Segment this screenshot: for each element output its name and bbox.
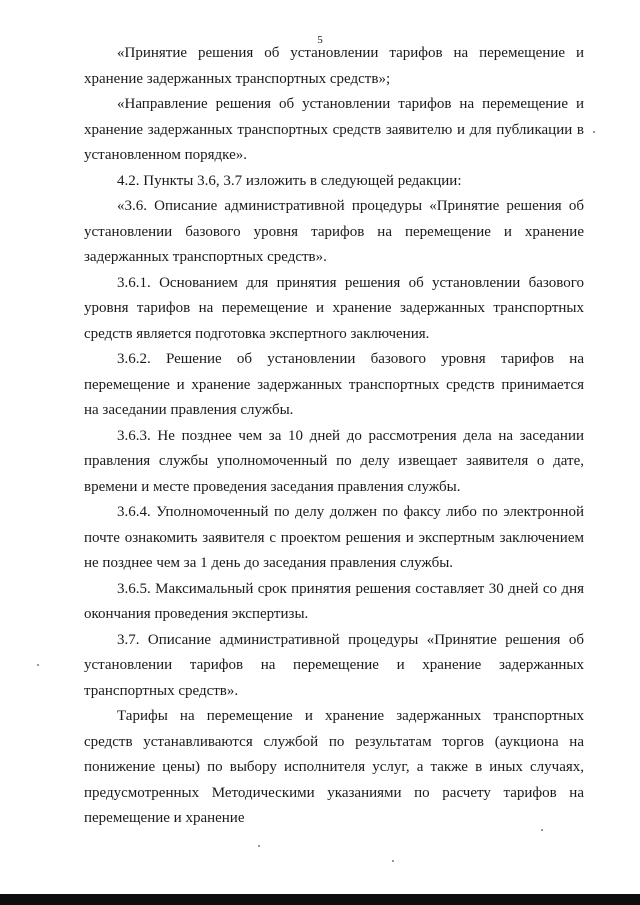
paragraph-3-6: «3.6. Описание административной процедуры «Принятие решения об установлении базового уровня тарифов на перемещение и хранение задержанных транспортных средств». — [84, 198, 584, 265]
paragraph-3-6-5: 3.6.5. Максимальный срок принятия решения составляет 30 дней со дня окончания проведения экспертизы. — [84, 580, 584, 622]
paragraph-3-6-4: 3.6.4. Уполномоченный по делу должен по факсу либо по электронной почте ознакомить заявителя с проектом решения и экспертным заключением не позднее чем за 1 день до заседания правления службы. — [84, 504, 584, 571]
scan-speck — [258, 845, 260, 847]
paragraph-decision-adoption: «Принятие решения об установлении тарифов на перемещение и хранение задержанных транспортных средств»; — [84, 45, 584, 87]
scan-speck — [541, 829, 543, 831]
paragraph-tariffs: Тарифы на перемещение и хранение задержанных транспортных средств устанавливаются службой по результатам торгов (аукциона на понижение цены) по выбору исполнителя услуг, а также в иных случаях, предусмотренных Методическими указаниями по расчету тарифов на перемещение и хранение — [84, 708, 584, 826]
scan-edge-bar — [0, 894, 640, 905]
paragraph-3-6-1: 3.6.1. Основанием для принятия решения об установлении базового уровня тарифов на перемещение и хранение задержанных транспортных средств является подготовка экспертного заключения. — [84, 274, 584, 342]
paragraph-3-6-3: 3.6.3. Не позднее чем за 10 дней до рассмотрения дела на заседании правления службы уполномоченный по делу извещает заявителя о дате, времени и месте проведения заседания правления службы. — [84, 427, 584, 495]
paragraph-3-7: 3.7. Описание административной процедуры «Принятие решения об установлении тарифов на перемещение и хранение задержанных транспортных средств». — [84, 631, 584, 699]
scan-speck — [392, 860, 394, 862]
document-body — [84, 41, 584, 832]
scan-speck — [593, 131, 595, 133]
scan-speck — [37, 664, 39, 666]
paragraph-4-2: 4.2. Пункты 3.6, 3.7 изложить в следующей редакции: — [117, 172, 462, 189]
page-number: 5 — [317, 34, 323, 46]
paragraph-3-6-2: 3.6.2. Решение об установлении базового уровня тарифов на перемещение и хранение задержанных транспортных средств принимается на заседании правления службы. — [84, 351, 584, 418]
paragraph-decision-direction: «Направление решения об установлении тарифов на перемещение и хранение задержанных транспортных средств заявителю и для публикации в установленном порядке». — [84, 96, 584, 163]
